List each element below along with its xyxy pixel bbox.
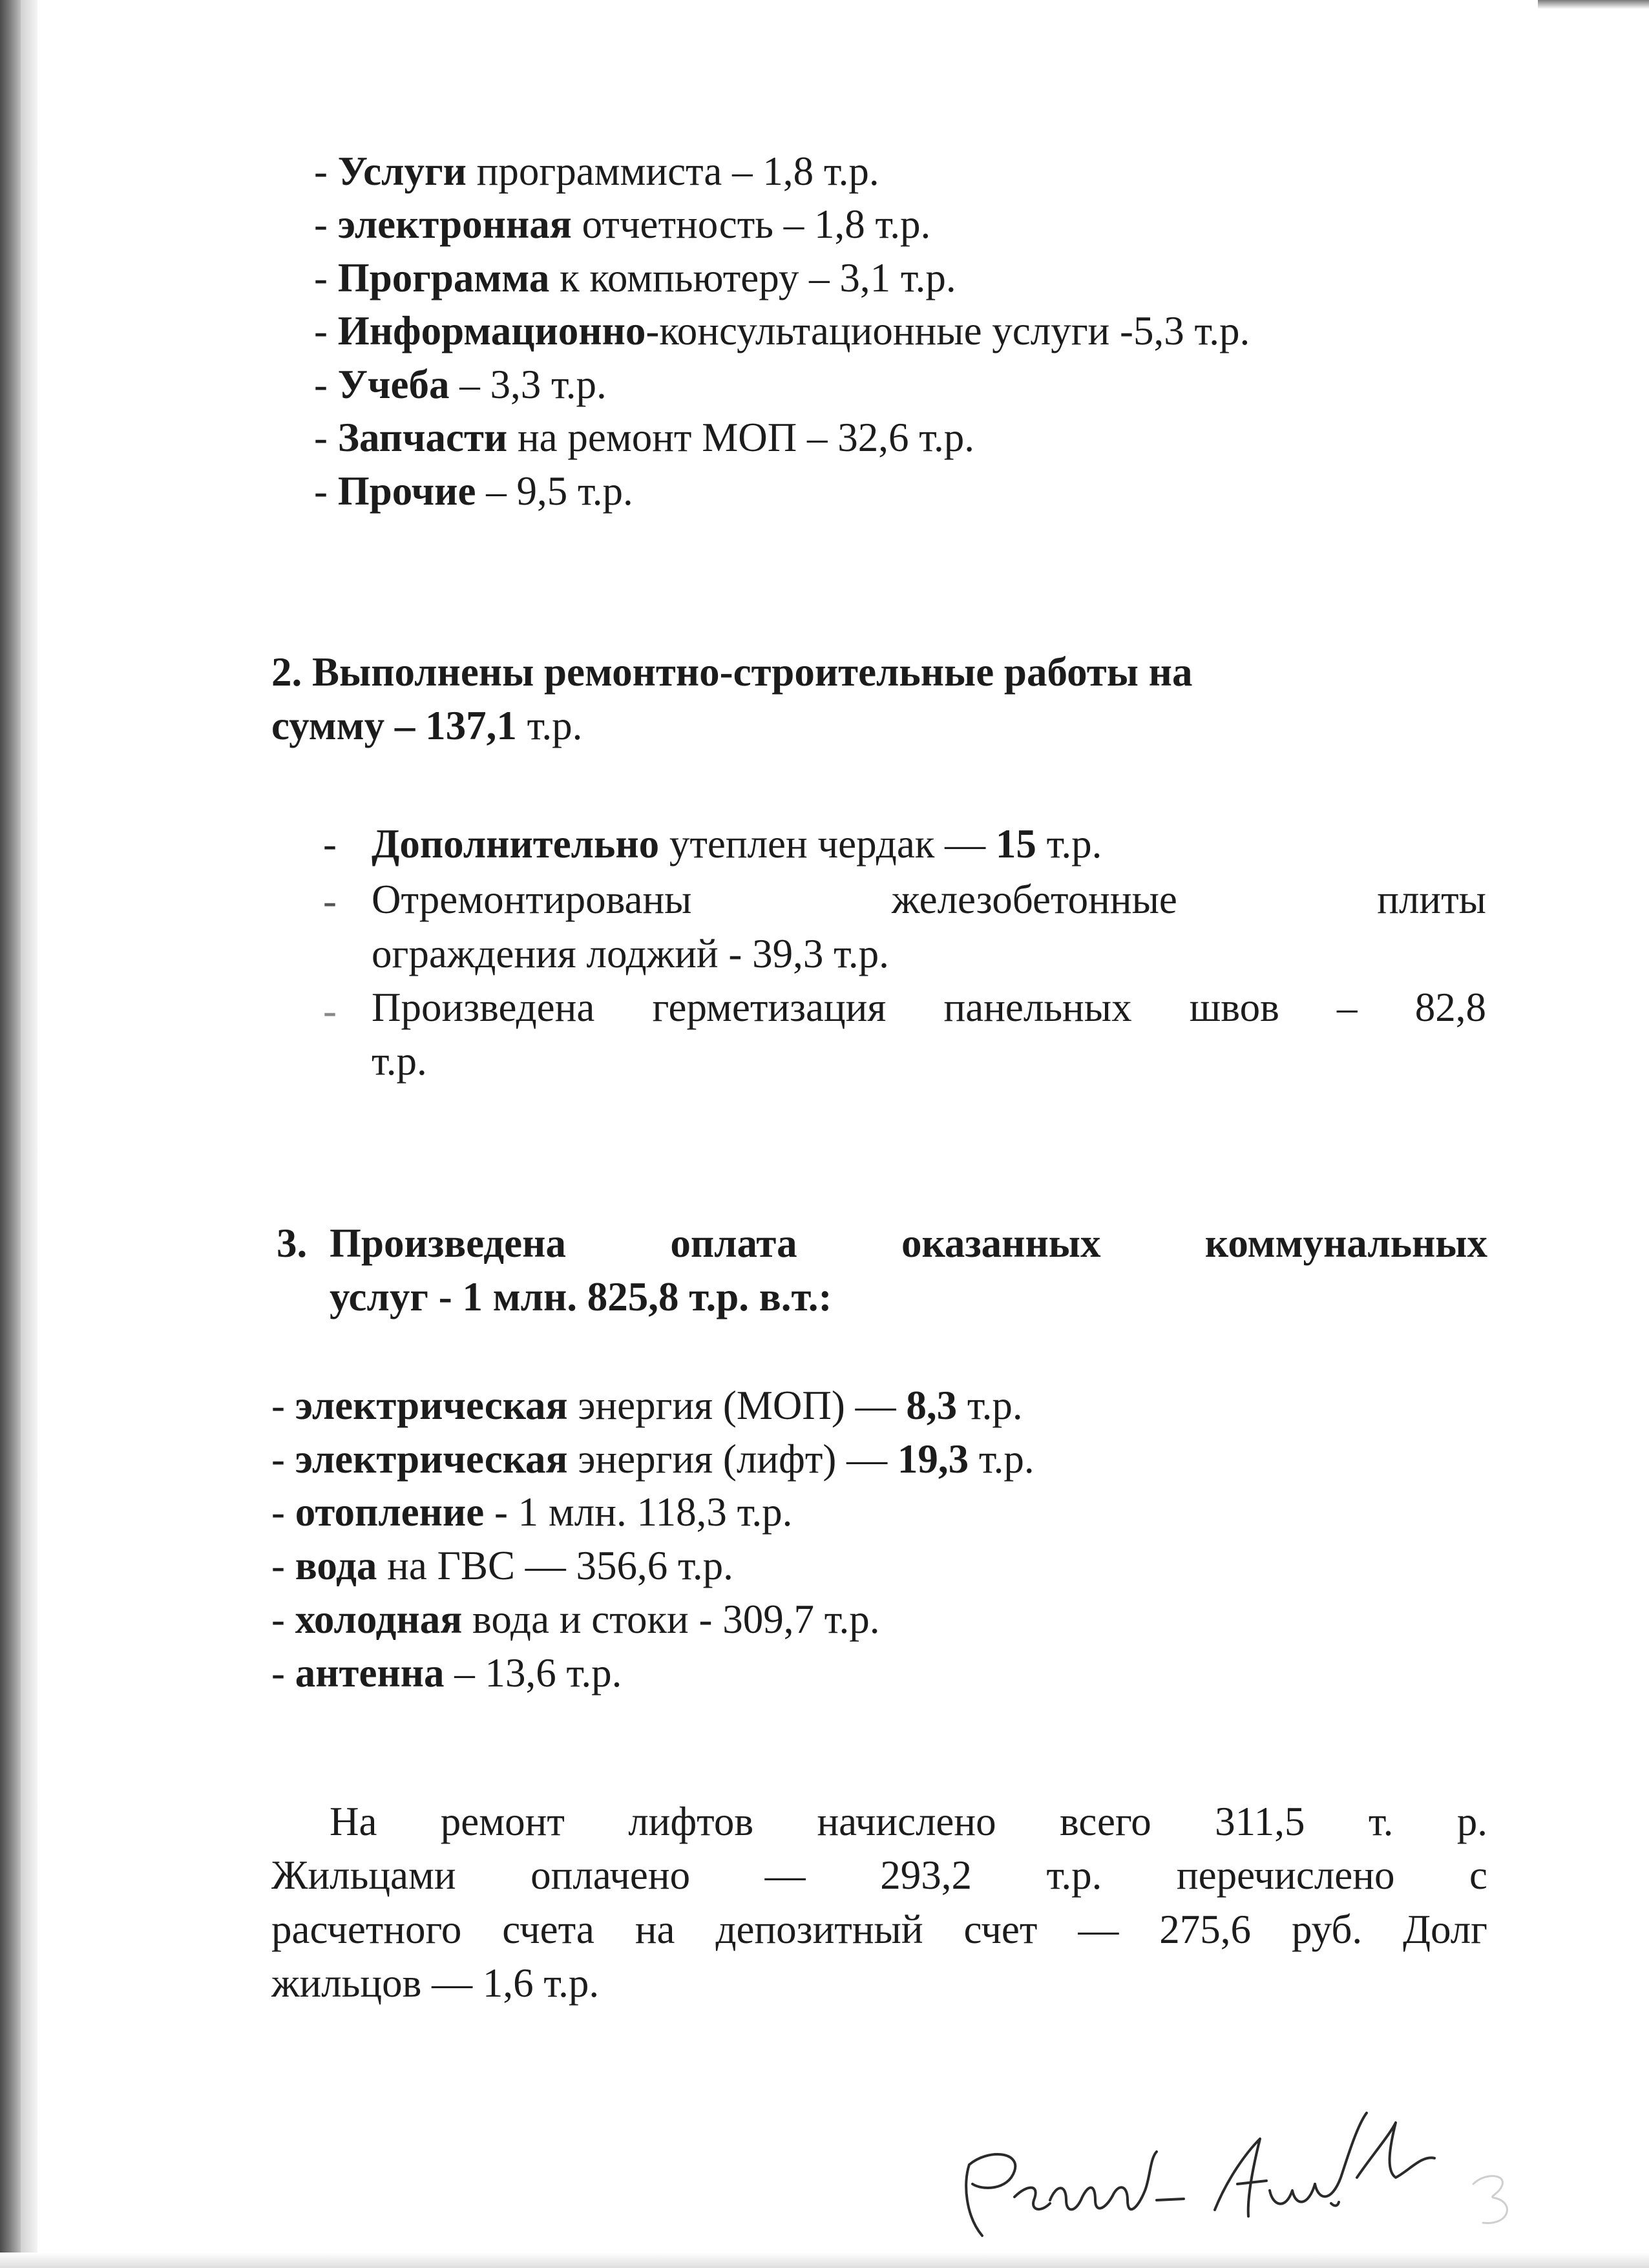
signatures-handwritten (943, 2087, 1525, 2255)
closing-line4: жильцов — 1,6 т.р. (271, 1960, 600, 2006)
section3-item: - отопление - 1 млн. 118,3 т.р. (271, 1489, 793, 1535)
closing-line1: На ремонт лифтов начислено всего 311,5 т. р. (330, 1799, 1487, 1844)
scan-shadow-left (0, 0, 21, 2268)
section2-item-attic: Дополнительно утеплен чердак — 15 т.р. (372, 821, 1102, 866)
section1-item: - Программа к компьютеру – 3,1 т.р. (314, 255, 956, 300)
list-marker: - (323, 988, 337, 1033)
section1-item: - электронная отчетность – 1,8 т.р. (314, 202, 931, 247)
section2-heading-line2: сумму – 137,1 т.р. (271, 703, 583, 748)
section3-number: 3. (277, 1221, 308, 1266)
section2-item-seams-line2: т.р. (372, 1038, 427, 1084)
section2-item-slabs-line1: Отремонтированы железобетонные плиты (372, 877, 1486, 922)
section2-item-seams-line1: Произведена герметизация панельных швов – 82,8 (372, 985, 1486, 1030)
list-marker: - (323, 821, 337, 866)
section3-heading-line2: услуг - 1 млн. 825,8 т.р. в.т.: (330, 1274, 832, 1319)
section3-item: - электрическая энергия (лифт) — 19,3 т.р. (271, 1436, 1035, 1482)
section1-item: - Прочие – 9,5 т.р. (314, 468, 633, 514)
section2-item-slabs-line2: ограждения лоджий - 39,3 т.р. (372, 931, 889, 976)
section3-item: - вода на ГВС — 356,6 т.р. (271, 1543, 733, 1588)
scan-shadow-top (1538, 0, 1649, 9)
scan-shadow-left-fade (21, 0, 37, 2268)
section3-item: - холодная вода и стоки - 309,7 т.р. (271, 1597, 880, 1642)
list-marker: - (323, 878, 337, 923)
closing-line3: расчетного счета на депозитный счет — 275,6 руб. Долг (271, 1907, 1487, 1952)
section3-heading-line1: Произведена оплата оказанных коммунальных (330, 1221, 1487, 1266)
section1-item: - Услуги программиста – 1,8 т.р. (314, 149, 879, 194)
section1-item: - Учеба – 3,3 т.р. (314, 362, 607, 407)
section1-item: - Запчасти на ремонт МОП – 32,6 т.р. (314, 415, 975, 460)
section3-item: - антенна – 13,6 т.р. (271, 1650, 622, 1696)
section1-item: - Информационно-консультационные услуги -5,3 т.р. (314, 308, 1250, 353)
section2-heading-line1: 2. Выполнены ремонтно-строительные работы на (271, 649, 1193, 695)
section3-item: - электрическая энергия (МОП) — 8,3 т.р. (271, 1383, 1023, 1428)
closing-line2: Жильцами оплачено — 293,2 т.р. перечислено с (271, 1853, 1487, 1898)
